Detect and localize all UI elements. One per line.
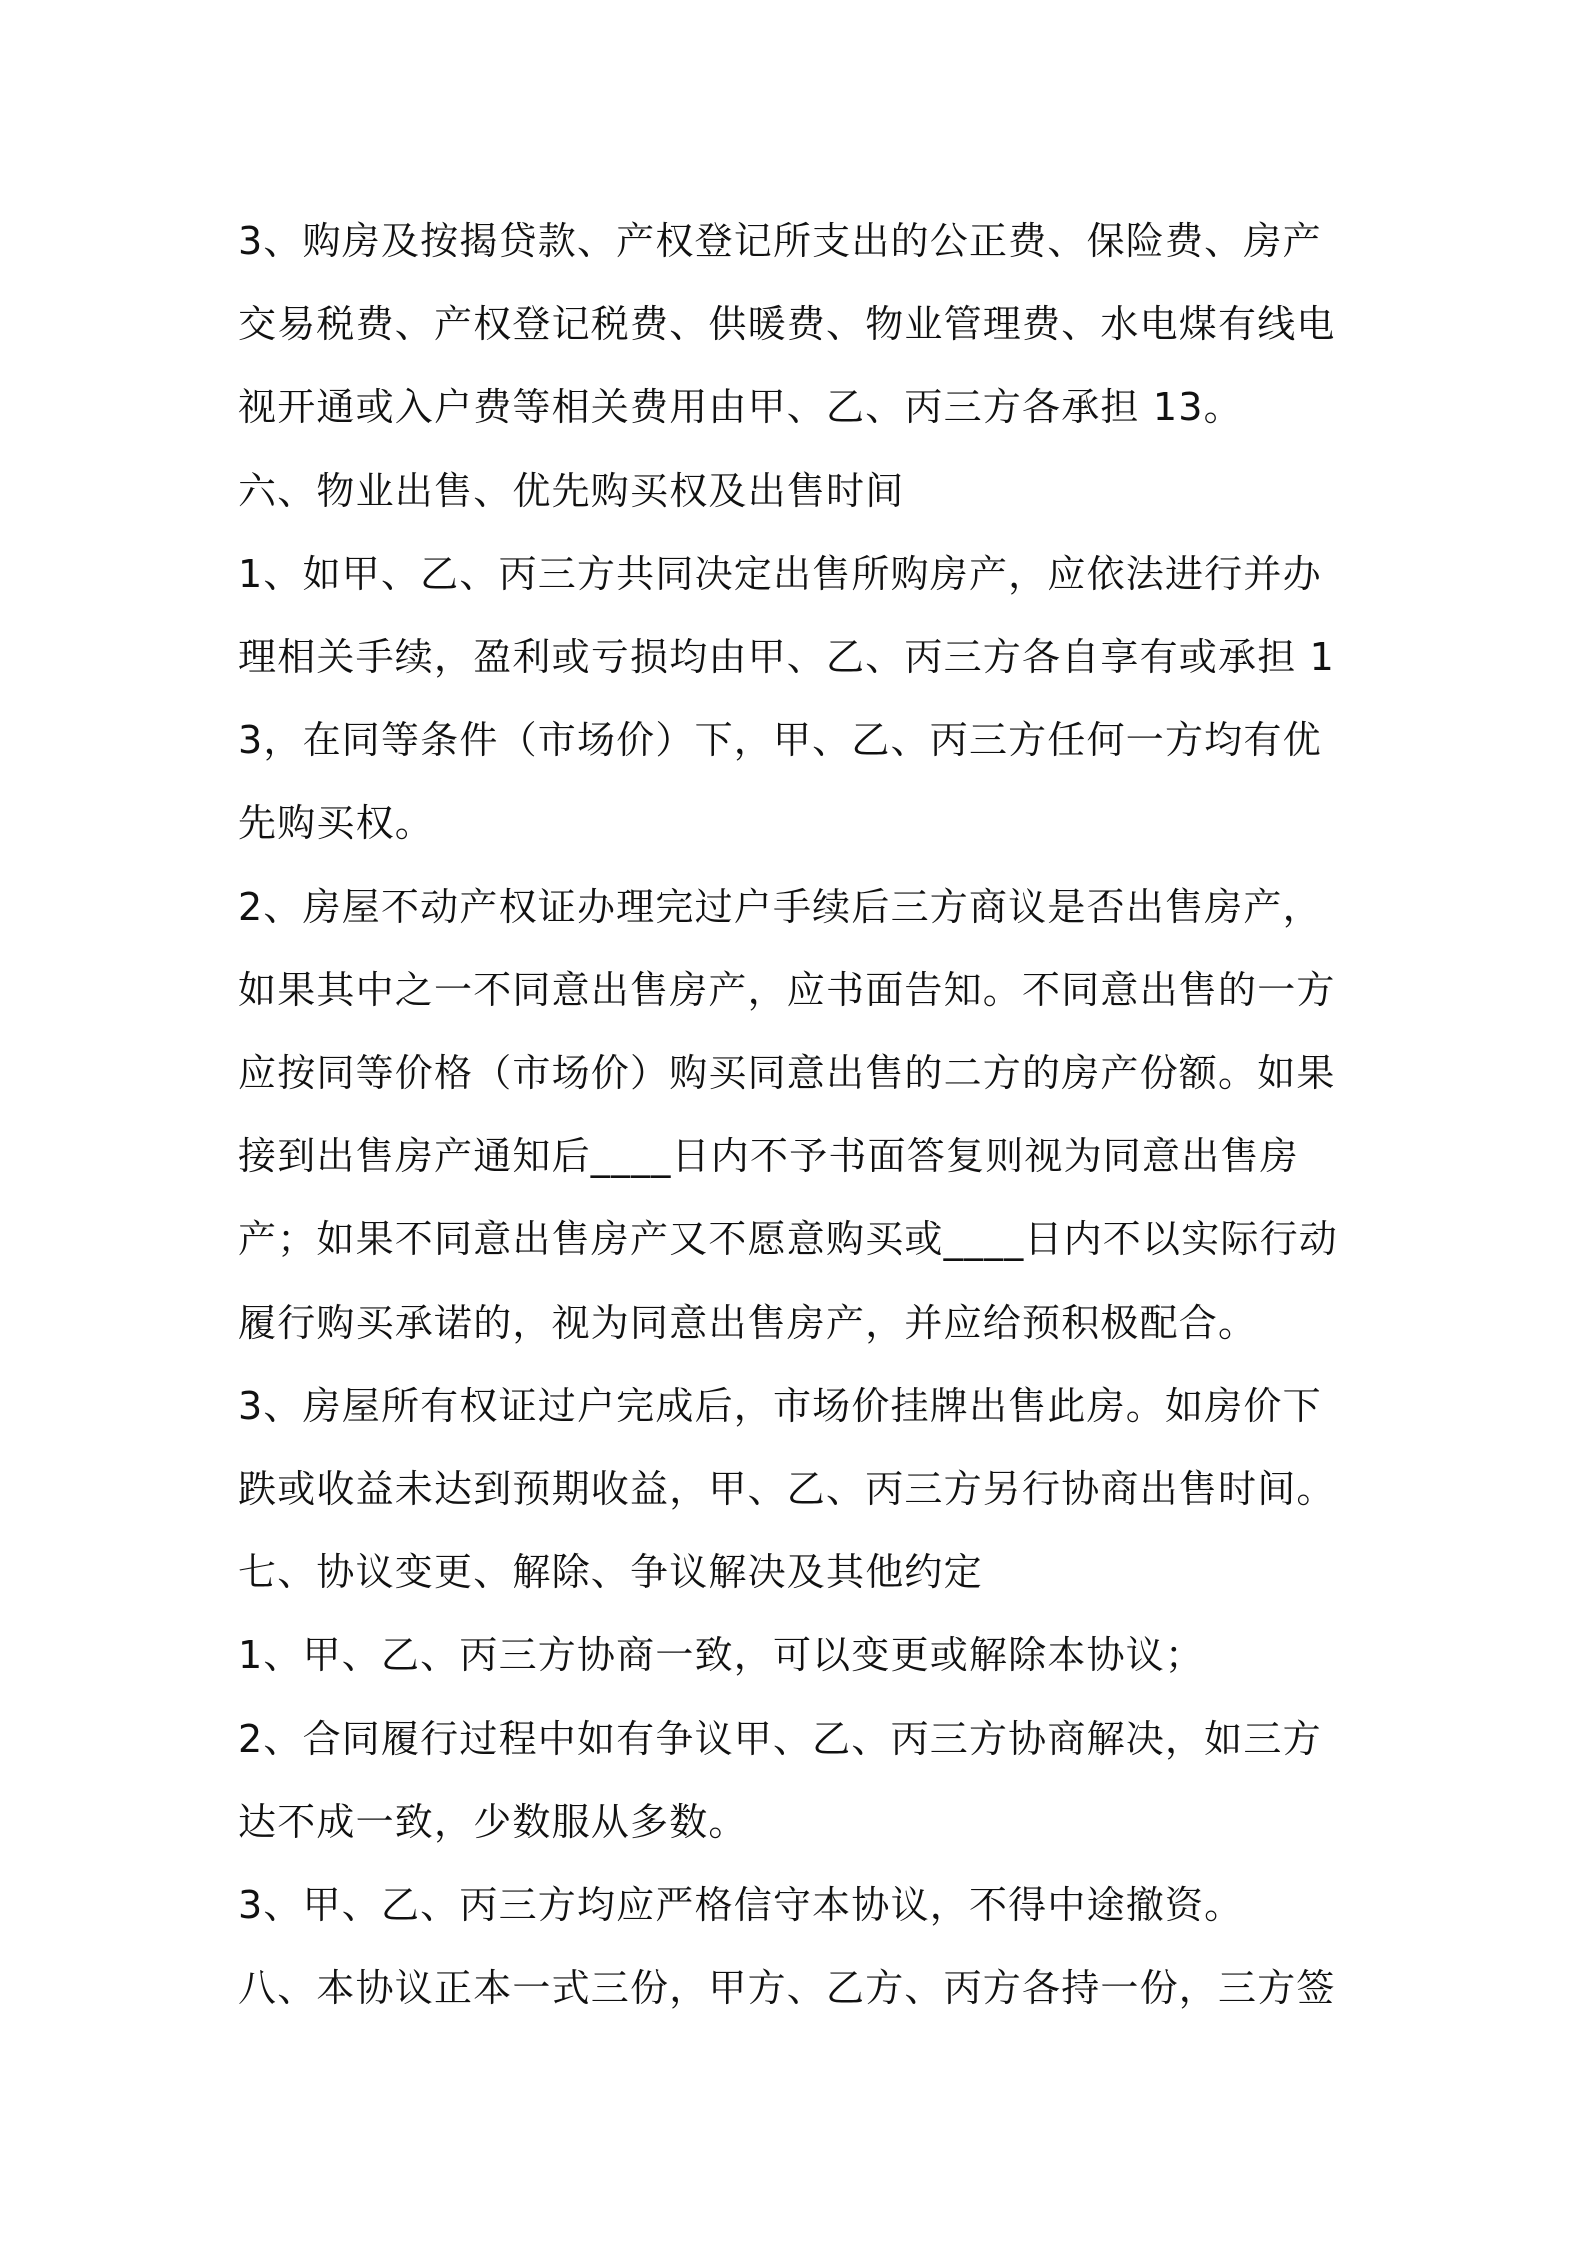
clause-6-2-disagreement: 2、房屋不动产权证办理完过户手续后三方商议是否出售房产，如果其中之一不同意出售房产，应书面告知。不同意出售的一方应按同等价格（市场价）购买同意出售的二方的房产份额。如果接到出售房产通知后____日内不予书面答复则视为同意出售房产；如果不同意出售房产又不愿意购买或____日内不以实际行动履行购买承诺的，视为同意出售房产，并应给预积极配合。: [238, 884, 1339, 1345]
clause-7-1-amend: 1、甲、乙、丙三方协商一致，可以变更或解除本协议；: [238, 1633, 1205, 1678]
clause-3-fees: 3、购房及按揭贷款、产权登记所支出的公正费、保险费、房产交易税费、产权登记税费、供暖费、物业管理费、水电煤有线电视开通或入户费等相关费用由甲、乙、丙三方各承担 13。: [238, 219, 1336, 430]
section-7-heading: 七、协议变更、解除、争议解决及其他约定: [238, 1550, 983, 1595]
clause-7-3-commitment: 3、甲、乙、丙三方均应严格信守本协议，不得中途撤资。: [238, 1883, 1244, 1928]
section-8-copies: 八、本协议正本一式三份，甲方、乙方、丙方各持一份，三方签: [238, 1966, 1336, 2011]
section-6-heading: 六、物业出售、优先购买权及出售时间: [238, 468, 905, 513]
clause-6-1-joint-sale: 1、如甲、乙、丙三方共同决定出售所购房产，应依法进行并办理相关手续，盈利或亏损均由甲、乙、丙三方各自享有或承担 13，在同等条件（市场价）下，甲、乙、丙三方任何一方均有优先购买权。: [238, 551, 1336, 846]
clause-7-2-dispute: 2、合同履行过程中如有争议甲、乙、丙三方协商解决，如三方达不成一致，少数服从多数。: [238, 1716, 1322, 1844]
clause-6-3-listing: 3、房屋所有权证过户完成后，市场价挂牌出售此房。如房价下跌或收益未达到预期收益，甲、乙、丙三方另行协商出售时间。: [238, 1383, 1336, 1512]
document-body: [238, 200, 1358, 2030]
